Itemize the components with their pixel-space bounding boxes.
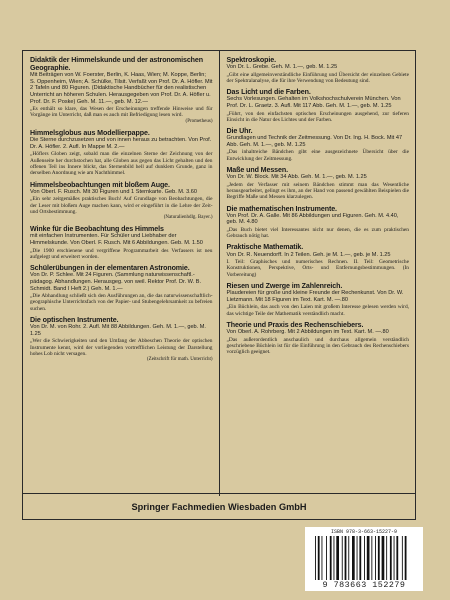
entry-title: Theorie und Praxis des Rechenschiebers. [226,320,364,329]
entry-details: Von Oberl. F. Rusch. Mit 30 Figuren und 1 Sternkarte. Geb. M. 3.60 [30,188,197,195]
entry-title: Spektroskopie. [226,56,276,64]
catalog-entry [227,321,410,356]
publisher-footer [23,493,415,519]
catalog-entry [30,316,213,363]
catalog-entry [227,88,410,123]
entry-details: Von Dr. R. Neuendorff. In 2 Teilen. Geh. je M. 1.—, geb. je M. 1.25 [226,251,391,258]
entry-details: Grundlagen und Technik der Zeitmessung. Von Dr. Ing. H. Bock. Mit 47 Abb. Geh. M. 1.—, geb. M. 1.25 [226,135,403,148]
catalog-entry [227,56,410,84]
entry-citation: (Zeitschrift für math. Unterricht) [146,357,213,363]
entry-title: Praktische Mathematik. [226,243,304,252]
entry-title: Didaktik der Himmelskunde und der astronomischen Geographie. [30,56,203,73]
entry-review: „Gibt eine allgemeinverständliche Einführung und Übersicht der einzelnen Gebiete der Spektralanalyse, die für ihre Verwendung von Bedeutung sind. [226,71,409,84]
entry-review: „Ein sehr zeitgemäßes praktisches Buch! Auf Grundlage von Beobachtungen, die der Leser mit bloßem Auge machen kann, wird er eingeführt in die Lehre der Zeit- und Ortsbestimmung. [30,196,213,215]
entry-review: „Wer die Schwierigkeiten und den Umfang der Abbeschen Theorie der optischen Instrumente kennt, wird der vorliegenden vortrefflichen Leistung der Darstellung hohes Lob nicht versagen. [30,338,213,357]
entry-details: Die Sterne durchzusetzen und von innen heraus zu betrachten. Von Prof. Dr. A. Höfler. 2. Aufl. In Mappe M. 2.— [30,137,212,150]
catalog-entry [30,264,213,312]
barcode-label [305,527,423,591]
catalog-entry [30,56,213,125]
entry-review: „Das außerordentlich anschaulich und durchaus allgemein verständlich geschriebene Büchlein ist für die Einführung in den Gebrauch des Rechenschiebers vorzüglich geeignet. [226,336,409,356]
entry-title: Riesen und Zwerge im Zahlenreich. [226,282,343,291]
catalog-frame [22,50,416,520]
entry-review: „Die Abhandlung schließt sich den Ausführungen an, die das naturwissenschaftlich-geographische Unterrichtsfach von der Papier- und Stubengelehrsamkeit zu befreien suchen. [30,293,213,312]
entry-title: Die Uhr. [226,127,253,136]
catalog-entry [227,243,410,278]
entry-review: „Das Buch bietet viel Interessantes nicht nur denen, die es zum praktischen Gebrauch nötig hat. [226,226,409,240]
entry-title: Die optischen Instrumente. [30,316,119,325]
catalog-entry [30,129,213,176]
entry-title: Maße und Messen. [226,166,288,175]
barcode-icon [315,536,413,580]
entry-title: Schülerübungen in der elementaren Astronomie. [30,264,190,273]
entry-details: Von Dr. L. Grebe. Geh. M. 1.—, geb. M. 1.25 [226,64,338,71]
entry-details: Von Dr. M. von Rohr. 2. Aufl. Mit 88 Abbildungen. Geh. M. 1.—, geb. M. 1.25 [30,324,206,337]
catalog-entry [30,225,213,260]
entry-review: „Jedem der Verfasser mit seinem Bändchen stimmt man das Wesentliche herausgearbeitet, gelingt es ihm, an der Hand von passend gewählten Beispielen die Begriffe Maße und Messen klarzulegen. [226,181,409,201]
catalog-columns [23,51,415,496]
publisher-name: Springer Fachmedien Wiesbaden GmbH [131,501,307,512]
entry-details: Mit Beiträgen von W. Foerster, Berlin, K. Haas, Wien; M. Koppe, Berlin; S. Oppenheim, Wien; A. Schülke, Tilsit. Verfaßt von Prof. Dr. A. Höfler. Mit 2 Tafeln und 80 Figuren. (Didaktische Handbücher für den realistischen Unterricht an höheren Schulen. Herausgegeben von Prof. Dr. A. Höfler u. Prof. Dr. F. Poske) Geh. M. 11.—, geb. M. 12.— [30,72,213,105]
entry-title: Die mathematischen Instrumente. [226,204,337,213]
barcode-digits: 9 783663 152279 [322,580,406,590]
left-column [23,51,219,496]
entry-details: Von Prof. Dr. A. Galle. Mit 86 Abbildungen und Figuren. Geh. M. 4.40, geb. M. 4.80 [226,212,399,226]
entry-details: Von Oberl. A. Rohrberg. Mit 2 Abbildungen im Text. Kart. M. —.80 [226,329,389,336]
entry-review: „Das inhaltreiche Bändchen gibt eine ausgezeichnete Übersicht über die Entwicklung der Zeitmessung. [226,149,409,162]
entry-citation: (Prometheus) [185,118,213,124]
catalog-entry [227,205,410,240]
entry-details: mit einfachen Instrumenten. Für Schüler und Liebhaber der Himmelskunde. Von Oberl. F. Rusch. Mit 6 Abbildungen. Geb. M. 1.50 [30,233,203,247]
entry-citation: (Naturalienhdlg. Bayer.) [163,215,213,221]
entry-title: Das Licht und die Farben. [226,88,311,97]
catalog-entry [30,181,213,222]
isbn-text: ISBN 978-3-663-15227-9 [330,529,397,535]
entry-review: „Höflers Globen zeigt, sobald man die einzelnen Sterne der Zeichnung von der Außenseite her durchstochen hat, alle Globen aus gegen das Licht gehalten und den offenen Teil ins Innere blickt, das Sternenbild hell auf dunklem Grunde, ganz in derselben Anordnung wie am Nachthimmel. [30,151,213,177]
entry-details: Plaudereien für große und kleine Freunde der Rechenkunst. Von Dr. W. Lietzmann. Mit 18 Figuren im Text. Kart. M. —.80 [226,290,404,303]
right-column [219,51,416,496]
entry-review: „Ein Büchlein, das auch von den Laien mit großem Interesse gelesen werden wird, das wichtige Teile der Mathematik verständlich macht. [226,304,409,317]
catalog-entry [227,282,410,317]
entry-review: I. Teil: Graphisches und numerisches Rechnen. II. Teil: Geometrische Konstruktionen, Perspektive, Orts- und Entfernungsbestimmungen. (In Vorbereitung) [226,259,409,278]
entry-title: Himmelsglobus aus Modellierpappe. [30,129,150,138]
entry-title: Winke für die Beobachtung des Himmels [30,225,164,234]
entry-review: „Führt, von den einfachsten optischen Erscheinungen ausgehend, zur tieferen Einsicht in die Natur des Lichtes und der Farben. [226,110,409,123]
entry-title: Himmelsbeobachtungen mit bloßem Auge. [30,180,170,189]
entry-review: „Die 1900 erschienene und vergriffene Programmarbeit des Verfassers ist neu aufgelegt und erweitert worden. [30,247,213,260]
entry-review: „Es enthält so klare, das Wesen der Erscheinungen treffende Hinweise und für Vorgänge im Unterricht, daß man es auch mit Befriedigung lesen wird. [30,106,213,119]
catalog-entry [227,166,410,201]
entry-details: Von Dr. P. Schlee. Mit 24 Figuren. (Sammlung naturwissenschaftl.-pädagog. Abhandlungen. Herausgeg. von weil. Rektor Prof. Dr. W. B. Schmidt. Band I Heft 2.) Geh. M. 1.— [30,272,202,292]
entry-details: Sechs Vorlesungen. Gehalten im Volkshochschulverein München. Von Prof. Dr. L. Graetz. 3. Aufl. Mit 117 Abb. Geh. M. 1.—, geb. M. 1.25 [226,96,401,109]
catalog-entry [227,127,410,162]
entry-details: Von Dr. W. Block. Mit 34 Abb. Geh. M. 1.—, geb. M. 1.25 [226,174,367,181]
